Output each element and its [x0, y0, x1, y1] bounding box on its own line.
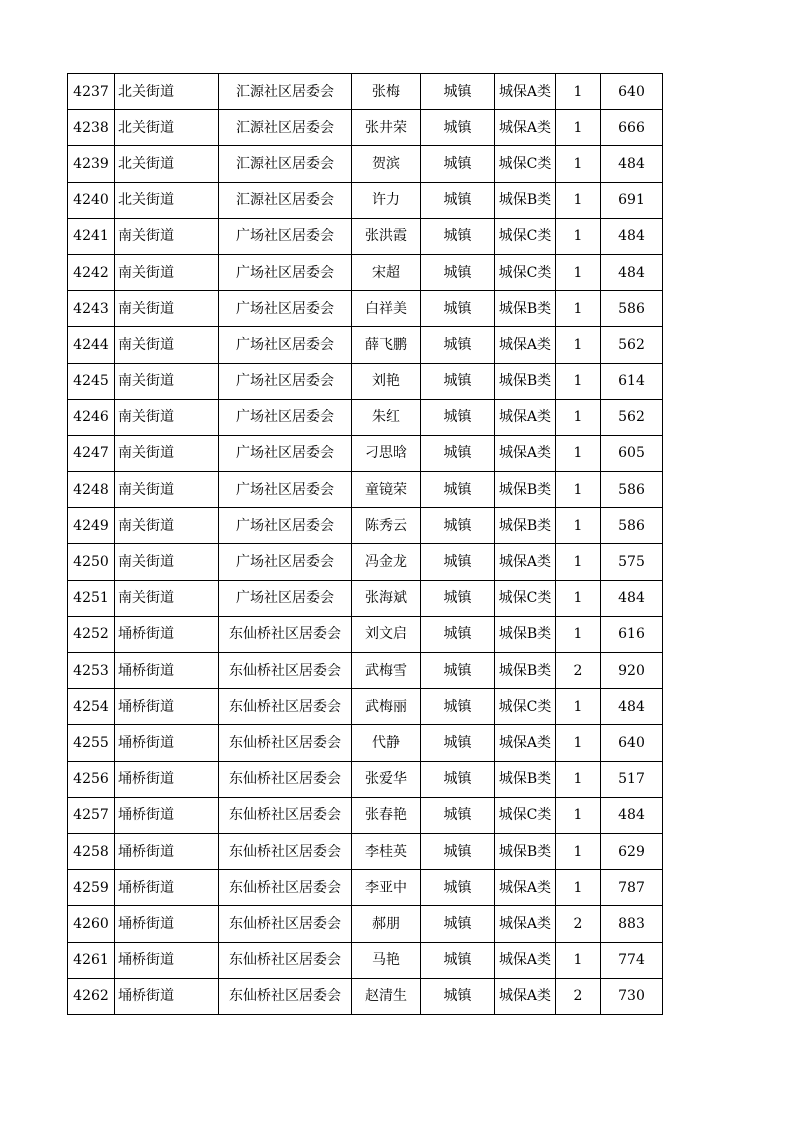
insurance-class-cell: 城保C类	[495, 580, 556, 616]
table-row	[68, 363, 663, 399]
community-cell: 汇源社区居委会	[219, 182, 352, 218]
row-number: 4248	[68, 472, 115, 508]
community-cell: 东仙桥社区居委会	[219, 761, 352, 797]
community-cell: 东仙桥社区居委会	[219, 870, 352, 906]
street-cell: 北关街道	[115, 146, 219, 182]
row-number: 4245	[68, 363, 115, 399]
amount-cell: 484	[601, 580, 663, 616]
row-number: 4243	[68, 291, 115, 327]
name-cell: 李亚中	[352, 870, 421, 906]
street-cell: 北关街道	[115, 74, 219, 110]
insurance-class-cell: 城保B类	[495, 363, 556, 399]
household-count-cell: 1	[556, 616, 601, 652]
amount-cell: 614	[601, 363, 663, 399]
table-row	[68, 942, 663, 978]
amount-cell: 605	[601, 435, 663, 471]
community-cell: 东仙桥社区居委会	[219, 725, 352, 761]
amount-cell: 920	[601, 653, 663, 689]
household-count-cell: 1	[556, 110, 601, 146]
street-cell: 北关街道	[115, 110, 219, 146]
street-cell: 南关街道	[115, 254, 219, 290]
insurance-class-cell: 城保A类	[495, 435, 556, 471]
name-cell: 陈秀云	[352, 508, 421, 544]
area-type-cell: 城镇	[421, 435, 495, 471]
street-cell: 南关街道	[115, 218, 219, 254]
insurance-class-cell: 城保B类	[495, 291, 556, 327]
area-type-cell: 城镇	[421, 978, 495, 1014]
street-cell: 南关街道	[115, 580, 219, 616]
row-number: 4262	[68, 978, 115, 1014]
insurance-class-cell: 城保B类	[495, 472, 556, 508]
amount-cell: 484	[601, 146, 663, 182]
street-cell: 埇桥街道	[115, 906, 219, 942]
insurance-class-cell: 城保A类	[495, 399, 556, 435]
community-cell: 广场社区居委会	[219, 327, 352, 363]
insurance-class-cell: 城保B类	[495, 653, 556, 689]
row-number: 4250	[68, 544, 115, 580]
table-row	[68, 110, 663, 146]
insurance-class-cell: 城保A类	[495, 327, 556, 363]
household-count-cell: 1	[556, 363, 601, 399]
area-type-cell: 城镇	[421, 508, 495, 544]
household-count-cell: 1	[556, 399, 601, 435]
amount-cell: 787	[601, 870, 663, 906]
table-row	[68, 182, 663, 218]
street-cell: 南关街道	[115, 472, 219, 508]
amount-cell: 640	[601, 725, 663, 761]
table-row	[68, 544, 663, 580]
community-cell: 广场社区居委会	[219, 472, 352, 508]
insurance-class-cell: 城保A类	[495, 725, 556, 761]
row-number: 4261	[68, 942, 115, 978]
table-row	[68, 254, 663, 290]
amount-cell: 730	[601, 978, 663, 1014]
community-cell: 汇源社区居委会	[219, 74, 352, 110]
amount-cell: 484	[601, 797, 663, 833]
table-row	[68, 616, 663, 652]
street-cell: 埇桥街道	[115, 725, 219, 761]
street-cell: 埇桥街道	[115, 689, 219, 725]
household-count-cell: 2	[556, 978, 601, 1014]
household-count-cell: 1	[556, 833, 601, 869]
street-cell: 埇桥街道	[115, 616, 219, 652]
amount-cell: 575	[601, 544, 663, 580]
row-number: 4259	[68, 870, 115, 906]
household-count-cell: 1	[556, 254, 601, 290]
name-cell: 张洪霞	[352, 218, 421, 254]
area-type-cell: 城镇	[421, 580, 495, 616]
row-number: 4257	[68, 797, 115, 833]
household-count-cell: 1	[556, 508, 601, 544]
household-count-cell: 2	[556, 653, 601, 689]
household-count-cell: 1	[556, 435, 601, 471]
household-count-cell: 1	[556, 218, 601, 254]
community-cell: 东仙桥社区居委会	[219, 942, 352, 978]
name-cell: 代静	[352, 725, 421, 761]
table-row	[68, 906, 663, 942]
household-count-cell: 1	[556, 689, 601, 725]
area-type-cell: 城镇	[421, 399, 495, 435]
row-number: 4241	[68, 218, 115, 254]
household-count-cell: 1	[556, 580, 601, 616]
table-row	[68, 689, 663, 725]
household-count-cell: 1	[556, 74, 601, 110]
household-count-cell: 1	[556, 291, 601, 327]
insurance-class-cell: 城保C类	[495, 797, 556, 833]
area-type-cell: 城镇	[421, 689, 495, 725]
name-cell: 张井荣	[352, 110, 421, 146]
community-cell: 广场社区居委会	[219, 399, 352, 435]
amount-cell: 640	[601, 74, 663, 110]
insurance-class-cell: 城保C类	[495, 254, 556, 290]
name-cell: 刁思晗	[352, 435, 421, 471]
insurance-class-cell: 城保B类	[495, 761, 556, 797]
name-cell: 赵清生	[352, 978, 421, 1014]
area-type-cell: 城镇	[421, 110, 495, 146]
household-count-cell: 1	[556, 327, 601, 363]
area-type-cell: 城镇	[421, 182, 495, 218]
table-row	[68, 218, 663, 254]
household-count-cell: 1	[556, 942, 601, 978]
row-number: 4239	[68, 146, 115, 182]
community-cell: 广场社区居委会	[219, 508, 352, 544]
name-cell: 朱红	[352, 399, 421, 435]
amount-cell: 562	[601, 327, 663, 363]
community-cell: 东仙桥社区居委会	[219, 689, 352, 725]
area-type-cell: 城镇	[421, 761, 495, 797]
area-type-cell: 城镇	[421, 218, 495, 254]
row-number: 4253	[68, 653, 115, 689]
community-cell: 东仙桥社区居委会	[219, 833, 352, 869]
area-type-cell: 城镇	[421, 363, 495, 399]
insurance-class-cell: 城保B类	[495, 833, 556, 869]
area-type-cell: 城镇	[421, 254, 495, 290]
area-type-cell: 城镇	[421, 653, 495, 689]
street-cell: 南关街道	[115, 363, 219, 399]
table-row	[68, 725, 663, 761]
household-count-cell: 1	[556, 725, 601, 761]
street-cell: 埇桥街道	[115, 942, 219, 978]
amount-cell: 883	[601, 906, 663, 942]
table-row	[68, 870, 663, 906]
street-cell: 南关街道	[115, 508, 219, 544]
name-cell: 童镜荣	[352, 472, 421, 508]
amount-cell: 586	[601, 472, 663, 508]
community-cell: 广场社区居委会	[219, 218, 352, 254]
household-count-cell: 1	[556, 182, 601, 218]
records-table	[67, 73, 663, 1015]
insurance-class-cell: 城保B类	[495, 508, 556, 544]
row-number: 4251	[68, 580, 115, 616]
street-cell: 南关街道	[115, 544, 219, 580]
community-cell: 东仙桥社区居委会	[219, 616, 352, 652]
household-count-cell: 1	[556, 761, 601, 797]
community-cell: 东仙桥社区居委会	[219, 906, 352, 942]
insurance-class-cell: 城保A类	[495, 74, 556, 110]
community-cell: 广场社区居委会	[219, 435, 352, 471]
insurance-class-cell: 城保A类	[495, 906, 556, 942]
household-count-cell: 1	[556, 870, 601, 906]
household-count-cell: 2	[556, 906, 601, 942]
table-row	[68, 399, 663, 435]
name-cell: 马艳	[352, 942, 421, 978]
community-cell: 汇源社区居委会	[219, 110, 352, 146]
table-row	[68, 797, 663, 833]
area-type-cell: 城镇	[421, 870, 495, 906]
row-number: 4240	[68, 182, 115, 218]
table-row	[68, 74, 663, 110]
amount-cell: 484	[601, 218, 663, 254]
table-row	[68, 508, 663, 544]
amount-cell: 691	[601, 182, 663, 218]
row-number: 4237	[68, 74, 115, 110]
insurance-class-cell: 城保C类	[495, 218, 556, 254]
row-number: 4255	[68, 725, 115, 761]
street-cell: 埇桥街道	[115, 797, 219, 833]
row-number: 4252	[68, 616, 115, 652]
name-cell: 郝朋	[352, 906, 421, 942]
area-type-cell: 城镇	[421, 74, 495, 110]
street-cell: 埇桥街道	[115, 653, 219, 689]
community-cell: 广场社区居委会	[219, 580, 352, 616]
street-cell: 南关街道	[115, 327, 219, 363]
name-cell: 刘艳	[352, 363, 421, 399]
household-count-cell: 1	[556, 797, 601, 833]
area-type-cell: 城镇	[421, 291, 495, 327]
amount-cell: 774	[601, 942, 663, 978]
row-number: 4238	[68, 110, 115, 146]
name-cell: 李桂英	[352, 833, 421, 869]
name-cell: 宋超	[352, 254, 421, 290]
amount-cell: 629	[601, 833, 663, 869]
street-cell: 埇桥街道	[115, 978, 219, 1014]
row-number: 4256	[68, 761, 115, 797]
community-cell: 广场社区居委会	[219, 291, 352, 327]
insurance-class-cell: 城保B类	[495, 182, 556, 218]
name-cell: 武梅雪	[352, 653, 421, 689]
row-number: 4258	[68, 833, 115, 869]
row-number: 4249	[68, 508, 115, 544]
row-number: 4246	[68, 399, 115, 435]
insurance-class-cell: 城保C类	[495, 146, 556, 182]
name-cell: 张春艳	[352, 797, 421, 833]
area-type-cell: 城镇	[421, 544, 495, 580]
name-cell: 张爱华	[352, 761, 421, 797]
insurance-class-cell: 城保A类	[495, 870, 556, 906]
table-row	[68, 978, 663, 1014]
community-cell: 汇源社区居委会	[219, 146, 352, 182]
amount-cell: 484	[601, 254, 663, 290]
street-cell: 北关街道	[115, 182, 219, 218]
table-body	[68, 74, 663, 1015]
area-type-cell: 城镇	[421, 146, 495, 182]
name-cell: 薛飞鹏	[352, 327, 421, 363]
name-cell: 张梅	[352, 74, 421, 110]
table-row	[68, 580, 663, 616]
name-cell: 许力	[352, 182, 421, 218]
name-cell: 冯金龙	[352, 544, 421, 580]
row-number: 4254	[68, 689, 115, 725]
street-cell: 南关街道	[115, 435, 219, 471]
area-type-cell: 城镇	[421, 797, 495, 833]
row-number: 4247	[68, 435, 115, 471]
insurance-class-cell: 城保A类	[495, 978, 556, 1014]
community-cell: 东仙桥社区居委会	[219, 653, 352, 689]
household-count-cell: 1	[556, 544, 601, 580]
table-row	[68, 472, 663, 508]
table-row	[68, 761, 663, 797]
area-type-cell: 城镇	[421, 725, 495, 761]
name-cell: 贺滨	[352, 146, 421, 182]
table-row	[68, 653, 663, 689]
amount-cell: 484	[601, 689, 663, 725]
household-count-cell: 1	[556, 472, 601, 508]
row-number: 4260	[68, 906, 115, 942]
amount-cell: 562	[601, 399, 663, 435]
street-cell: 南关街道	[115, 399, 219, 435]
area-type-cell: 城镇	[421, 906, 495, 942]
amount-cell: 517	[601, 761, 663, 797]
area-type-cell: 城镇	[421, 833, 495, 869]
community-cell: 广场社区居委会	[219, 363, 352, 399]
household-count-cell: 1	[556, 146, 601, 182]
insurance-class-cell: 城保C类	[495, 689, 556, 725]
name-cell: 刘文启	[352, 616, 421, 652]
insurance-class-cell: 城保B类	[495, 616, 556, 652]
table-row	[68, 435, 663, 471]
area-type-cell: 城镇	[421, 616, 495, 652]
table-row	[68, 146, 663, 182]
amount-cell: 666	[601, 110, 663, 146]
amount-cell: 616	[601, 616, 663, 652]
community-cell: 广场社区居委会	[219, 544, 352, 580]
area-type-cell: 城镇	[421, 472, 495, 508]
community-cell: 东仙桥社区居委会	[219, 978, 352, 1014]
name-cell: 张海斌	[352, 580, 421, 616]
street-cell: 南关街道	[115, 291, 219, 327]
table-row	[68, 291, 663, 327]
insurance-class-cell: 城保A类	[495, 544, 556, 580]
community-cell: 东仙桥社区居委会	[219, 797, 352, 833]
row-number: 4244	[68, 327, 115, 363]
insurance-class-cell: 城保A类	[495, 942, 556, 978]
table-row	[68, 327, 663, 363]
name-cell: 武梅丽	[352, 689, 421, 725]
area-type-cell: 城镇	[421, 942, 495, 978]
name-cell: 白祥美	[352, 291, 421, 327]
amount-cell: 586	[601, 291, 663, 327]
table-row	[68, 833, 663, 869]
area-type-cell: 城镇	[421, 327, 495, 363]
street-cell: 埇桥街道	[115, 833, 219, 869]
row-number: 4242	[68, 254, 115, 290]
insurance-class-cell: 城保A类	[495, 110, 556, 146]
amount-cell: 586	[601, 508, 663, 544]
street-cell: 埇桥街道	[115, 761, 219, 797]
street-cell: 埇桥街道	[115, 870, 219, 906]
community-cell: 广场社区居委会	[219, 254, 352, 290]
